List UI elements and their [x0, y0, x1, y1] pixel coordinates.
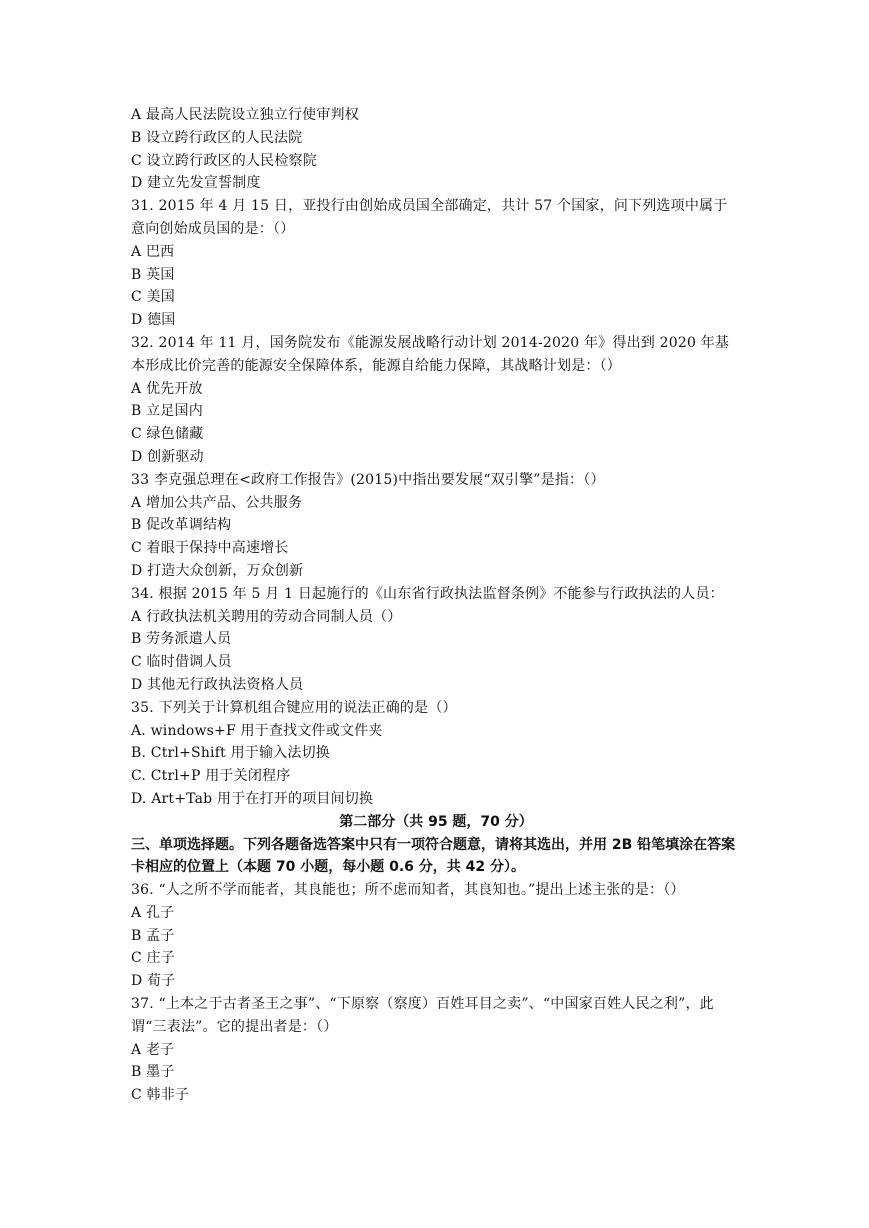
option-d: D 其他无行政执法资格人员 [131, 676, 304, 693]
option-a: A 孔子 [131, 904, 175, 921]
option-d: D 建立先发宣誓制度 [131, 175, 261, 192]
option-c: C 韩非子 [131, 1087, 190, 1104]
option-c: C 庄子 [131, 950, 175, 967]
question-stem: 32. 2014 年 11 月，国务院发布《能源发展战略行动计划 2014-2020 年》得出到 2020 年基本形成比价完善的能源安全保障体系，能源自给能力保障，其战略计划是：（） [131, 334, 730, 374]
q30-options [131, 104, 741, 195]
option-d: D. Art+Tab 用于在打开的项目间切换 [131, 790, 374, 807]
question-34 [131, 583, 741, 697]
option-d: D 创新驱动 [131, 448, 204, 465]
option-a: A 老子 [131, 1041, 175, 1058]
question-stem: 31. 2015 年 4 月 15 日，亚投行由创始成员国全部确定，共计 57 个国家，问下列选项中属于意向创始成员国的是：（） [131, 198, 728, 237]
option-b: B 墨子 [131, 1064, 175, 1081]
option-c: C 设立跨行政区的人民检察院 [131, 152, 317, 169]
question-37 [131, 993, 741, 1107]
option-a: A 最高人民法院设立独立行使审判权 [131, 107, 359, 123]
option-a: A 巴西 [131, 243, 175, 260]
question-stem: 36. “人之所不学而能者，其良能也；所不虑而知者，其良知也。”提出上述主张的是：（） [131, 882, 685, 899]
option-b: B 孟子 [131, 927, 175, 944]
question-33 [131, 469, 741, 583]
question-35 [131, 697, 741, 811]
option-b: B 促改革调结构 [131, 517, 232, 534]
part-two-heading: 第二部分（共 95 题，70 分） [339, 813, 533, 830]
question-stem: 34. 根据 2015 年 5 月 1 日起施行的《山东省行政执法监督条例》不能参与行政执法的人员： [131, 585, 724, 602]
option-c: C. Ctrl+P 用于关闭程序 [131, 768, 291, 785]
option-a: A 优先开放 [131, 380, 203, 397]
question-32 [131, 332, 741, 469]
question-stem: 35. 下列关于计算机组合键应用的说法正确的是（） [131, 699, 457, 716]
option-c: C 临时借调人员 [131, 654, 232, 671]
question-stem: 33 李克强总理在<政府工作报告》(2015)中指出要发展“双引擎”是指：（） [131, 471, 605, 488]
option-d: D 打造大众创新，万众创新 [131, 562, 304, 579]
option-b: B. Ctrl+Shift 用于输入法切换 [131, 745, 330, 762]
option-b: B 设立跨行政区的人民法院 [131, 129, 303, 146]
option-b: B 立足国内 [131, 403, 203, 420]
option-a: A 行政执法机关聘用的劳动合同制人员（） [131, 608, 402, 625]
option-a: A. windows+F 用于查找文件或文件夹 [131, 722, 383, 739]
question-stem: 37. “上本之于古者圣王之事”、“下原察（察度）百姓耳目之卖”、“中国家百姓人民之利”，此谓“三表法”。它的提出者是：（） [131, 996, 714, 1035]
option-d: D 荀子 [131, 973, 176, 990]
question-36 [131, 879, 741, 993]
option-d: D 德国 [131, 312, 176, 329]
option-c: C 绿色储藏 [131, 426, 204, 443]
option-c: C 美国 [131, 289, 175, 306]
option-b: B 英国 [131, 266, 175, 283]
option-c: C 着眼于保持中高速增长 [131, 540, 289, 557]
question-31 [131, 195, 741, 332]
option-b: B 劳务派遣人员 [131, 631, 232, 648]
section-three-instruction: 三、单项选择题。下列各题备选答案中只有一项符合题意，请将其选出，并用 2B 铅笔填涂在答案卡相应的位置上（本题 70 小题，每小题 0.6 分，共 42 分）。 [131, 836, 736, 876]
option-a: A 增加公共产品、公共服务 [131, 494, 303, 511]
